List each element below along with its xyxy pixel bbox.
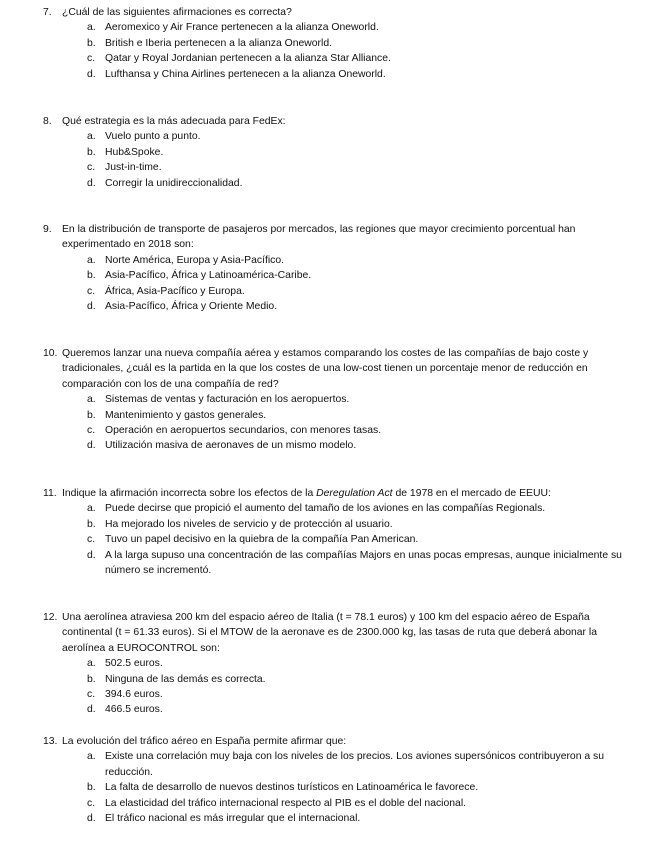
question-13 (0, 734, 648, 826)
option-letter: a. (87, 658, 96, 670)
option-letter: d. (87, 704, 96, 716)
option-letter: a. (87, 503, 96, 515)
option-letter: b. (87, 673, 96, 685)
option-letter: d. (87, 177, 96, 189)
question-stem (0, 610, 648, 656)
option-letter: d. (87, 549, 96, 561)
question-7 (0, 5, 648, 82)
option-c (0, 687, 648, 702)
question-number: 7. (43, 7, 52, 18)
option-b (0, 145, 648, 160)
option-letter: a. (87, 751, 96, 763)
question-number: 12. (43, 612, 58, 623)
question-number: 9. (43, 224, 52, 235)
option-text: Hub&Spoke. (105, 146, 164, 158)
option-text: La falta de desarrollo de nuevos destinos turísticos en Latinoamérica le favorece. (105, 782, 479, 794)
option-letter: a. (87, 394, 96, 406)
option-letter: d. (87, 301, 96, 313)
question-text-italic: Deregulation Act (316, 488, 393, 499)
option-letter: a. (87, 254, 96, 266)
option-c (0, 284, 648, 299)
option-text: Utilización masiva de aeronaves de un mismo modelo. (105, 440, 357, 452)
question-text: La evolución del tráfico aéreo en España permite afirmar que: (62, 736, 347, 747)
option-text: Puede decirse que propició el aumento del tamaño de los aviones en las compañías Regionals. (105, 503, 546, 515)
option-text: Corregir la unidireccionalidad. (105, 177, 243, 189)
option-a (0, 253, 648, 268)
option-a (0, 20, 648, 35)
option-letter: c. (87, 425, 96, 437)
question-stem (0, 734, 648, 749)
option-a (0, 656, 648, 671)
option-letter: c. (87, 285, 96, 297)
option-d (0, 176, 648, 191)
option-text: Vuelo punto a punto. (105, 131, 201, 143)
options-list (0, 392, 648, 454)
option-text: 466.5 euros. (105, 704, 163, 716)
option-letter: b. (87, 37, 96, 49)
question-stem (0, 114, 648, 129)
option-text: Operación en aeropuertos secundarios, con menores tasas. (105, 425, 382, 437)
option-b (0, 672, 648, 687)
option-text: A la larga supuso una concentración de las compañías Majors en unas pocas empresas, aunque inicialmente su número se incrementó. (105, 549, 622, 577)
question-11 (0, 486, 648, 578)
option-letter: b. (87, 518, 96, 530)
question-stem (0, 5, 648, 20)
options-list (0, 656, 648, 718)
option-c (0, 423, 648, 438)
options-list (0, 129, 648, 191)
option-letter: d. (87, 813, 96, 825)
option-text: Ninguna de las demás es correcta. (105, 673, 266, 685)
option-letter: d. (87, 440, 96, 452)
option-a (0, 392, 648, 407)
option-a (0, 749, 648, 780)
option-a (0, 129, 648, 144)
option-letter: b. (87, 409, 96, 421)
question-number: 11. (43, 488, 57, 499)
option-text: Ha mejorado los niveles de servicio y de protección al usuario. (105, 518, 393, 530)
option-text: Mantenimiento y gastos generales. (105, 409, 267, 421)
option-d (0, 67, 648, 82)
question-number: 8. (43, 116, 52, 127)
question-text: Qué estrategia es la más adecuada para FedEx: (62, 116, 286, 127)
option-b (0, 517, 648, 532)
option-d (0, 438, 648, 453)
option-text: África, Asia-Pacífico y Europa. (105, 285, 245, 297)
option-letter: b. (87, 146, 96, 158)
option-text: Asia-Pacífico, África y Latinoamérica-Caribe. (105, 270, 312, 282)
option-letter: c. (87, 797, 96, 809)
option-text: 394.6 euros. (105, 689, 163, 701)
option-c (0, 51, 648, 66)
option-text: Qatar y Royal Jordanian pertenecen a la alianza Star Alliance. (105, 53, 391, 65)
option-c (0, 532, 648, 547)
options-list (0, 20, 648, 82)
options-list (0, 253, 648, 315)
question-text-before: Indique la afirmación incorrecta sobre los efectos de la (62, 488, 317, 499)
option-text: Lufthansa y China Airlines pertenecen a la alianza Oneworld. (105, 68, 386, 80)
option-c (0, 160, 648, 175)
option-text: Asia-Pacífico, África y Oriente Medio. (105, 301, 278, 313)
question-text: Queremos lanzar una nueva compañía aérea y estamos comparando los costes de las compañías de bajo coste y tradicionales, ¿cuál es la partida en la que los costes de una low-cost tienen un porcentaje menor de reducción en comparación con los de una compañía de red? (62, 348, 589, 390)
question-stem (0, 222, 648, 253)
option-text: El tráfico nacional es más irregular que el internacional. (105, 813, 361, 825)
option-letter: c. (87, 534, 96, 546)
option-text: Norte América, Europa y Asia-Pacífico. (105, 254, 285, 266)
option-letter: b. (87, 782, 96, 794)
option-b (0, 408, 648, 423)
question-number: 13. (43, 736, 58, 747)
question-stem (0, 346, 648, 392)
option-letter: c. (87, 53, 96, 65)
option-b (0, 268, 648, 283)
option-c (0, 796, 648, 811)
option-letter: a. (87, 22, 96, 34)
options-list (0, 501, 648, 578)
option-letter: a. (87, 131, 96, 143)
option-b (0, 780, 648, 795)
option-text: Tuvo un papel decisivo en la quiebra de la compañía Pan American. (105, 534, 419, 546)
question-text-after: de 1978 en el mercado de EEUU: (392, 488, 551, 499)
option-letter: b. (87, 270, 96, 282)
option-text: La elasticidad del tráfico internacional respecto al PIB es el doble del nacional. (105, 797, 467, 809)
option-text: Existe una correlación muy baja con los niveles de los precios. Los aviones supersónicos contribuyeron a su reducción. (105, 751, 605, 778)
option-letter: c. (87, 162, 96, 174)
option-text: Sistemas de ventas y facturación en los aeropuertos. (105, 394, 350, 406)
question-number: 10. (43, 348, 58, 359)
option-text: British e Iberia pertenecen a la alianza Oneworld. (105, 37, 332, 49)
options-list (0, 749, 648, 826)
option-text: Aeromexico y Air France pertenecen a la alianza Oneworld. (105, 22, 379, 34)
question-9 (0, 222, 648, 314)
option-d (0, 299, 648, 314)
question-text: ¿Cuál de las siguientes afirmaciones es correcta? (62, 7, 292, 18)
question-stem (0, 486, 648, 501)
option-a (0, 501, 648, 516)
option-text: Just-in-time. (105, 162, 162, 174)
option-letter: d. (87, 68, 96, 80)
option-text: 502.5 euros. (105, 658, 163, 670)
question-12 (0, 610, 648, 718)
option-d (0, 548, 648, 579)
option-d (0, 811, 648, 826)
option-d (0, 702, 648, 717)
question-10 (0, 346, 648, 454)
question-8 (0, 114, 648, 191)
question-text: En la distribución de transporte de pasajeros por mercados, las regiones que mayor crecimiento porcentual han experimentado en 2018 son: (62, 224, 576, 251)
question-text: Una aerolínea atraviesa 200 km del espacio aéreo de Italia (t = 78.1 euros) y 100 km del espacio aéreo de España continental (t = 61.33 euros). Si el MTOW de la aeronave es de 2300.000 kg, las tasas de ruta que deberá abonar la aerolínea a EUROCONTROL son: (62, 612, 597, 654)
option-letter: c. (87, 689, 96, 701)
option-b (0, 36, 648, 51)
